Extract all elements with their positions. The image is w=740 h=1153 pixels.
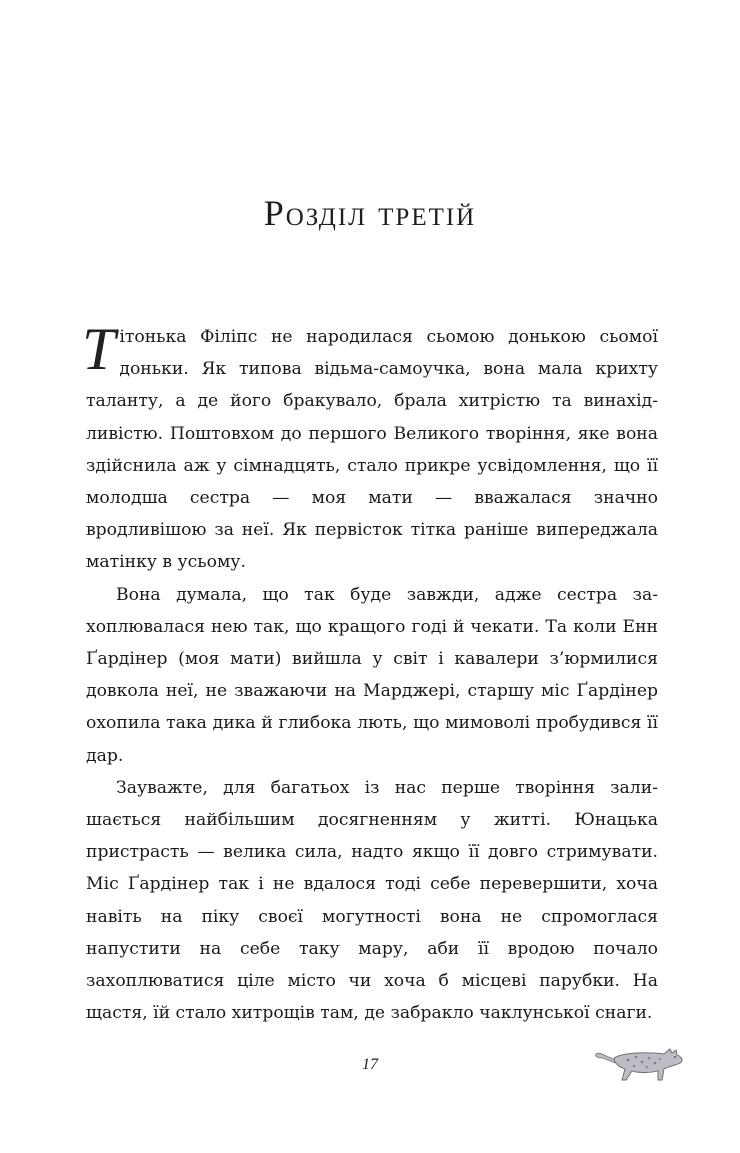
cat-icon <box>592 1040 692 1090</box>
page-number: 17 <box>362 1056 378 1073</box>
paragraph-1 <box>82 316 658 579</box>
paragraph-1-text: ітонька Філіпс не народилася сьомою донькою сьомої доньки. Як типова відьма-самоучка, вона мала крихту таланту, а де його бракувало, брала хитрістю та винахідливістю. Поштовхом до першого Великого творіння, яке вона здійснила аж у сімнадцять, стало прикре усвідомлення, що її молодша сестра — моя мати — вважалася значно вродливішою за неї. Як первісток тітка раніше випереджала матінку в усьому. <box>86 327 658 573</box>
chapter-body <box>82 316 658 1029</box>
paragraph-3: Зауважте, для багатьох із нас перше творіння залишається найбільшим досягненням у житті. Юнацька пристрасть — велика сила, надто якщо її довго стримувати. Міс Ґардінер так і не вдалося тоді себе перевершити, хоча навіть на піку своєї могутності вона не спромоглася напустити на себе таку мару, аби її вродою почало захоплюватися ціле місто чи хоча б місцеві парубки. На щастя, їй стало хитрощів там, де забракло чаклунської снаги. <box>86 777 658 1024</box>
paragraph-2: Вона думала, що так буде завжди, адже сестра захоплювалася нею так, що кращого годі й чекати. Та коли Енн Ґардінер (моя мати) вийшла у світ і кавалери з’юрмилися довкола неї, не зважаючи на Марджері, старшу міс Ґардінер охопила така дика й глибока лють, що мимоволі пробудився її дар. <box>86 584 658 766</box>
chapter-title: Розділ третій <box>263 193 477 233</box>
drop-cap: Т <box>82 316 116 382</box>
